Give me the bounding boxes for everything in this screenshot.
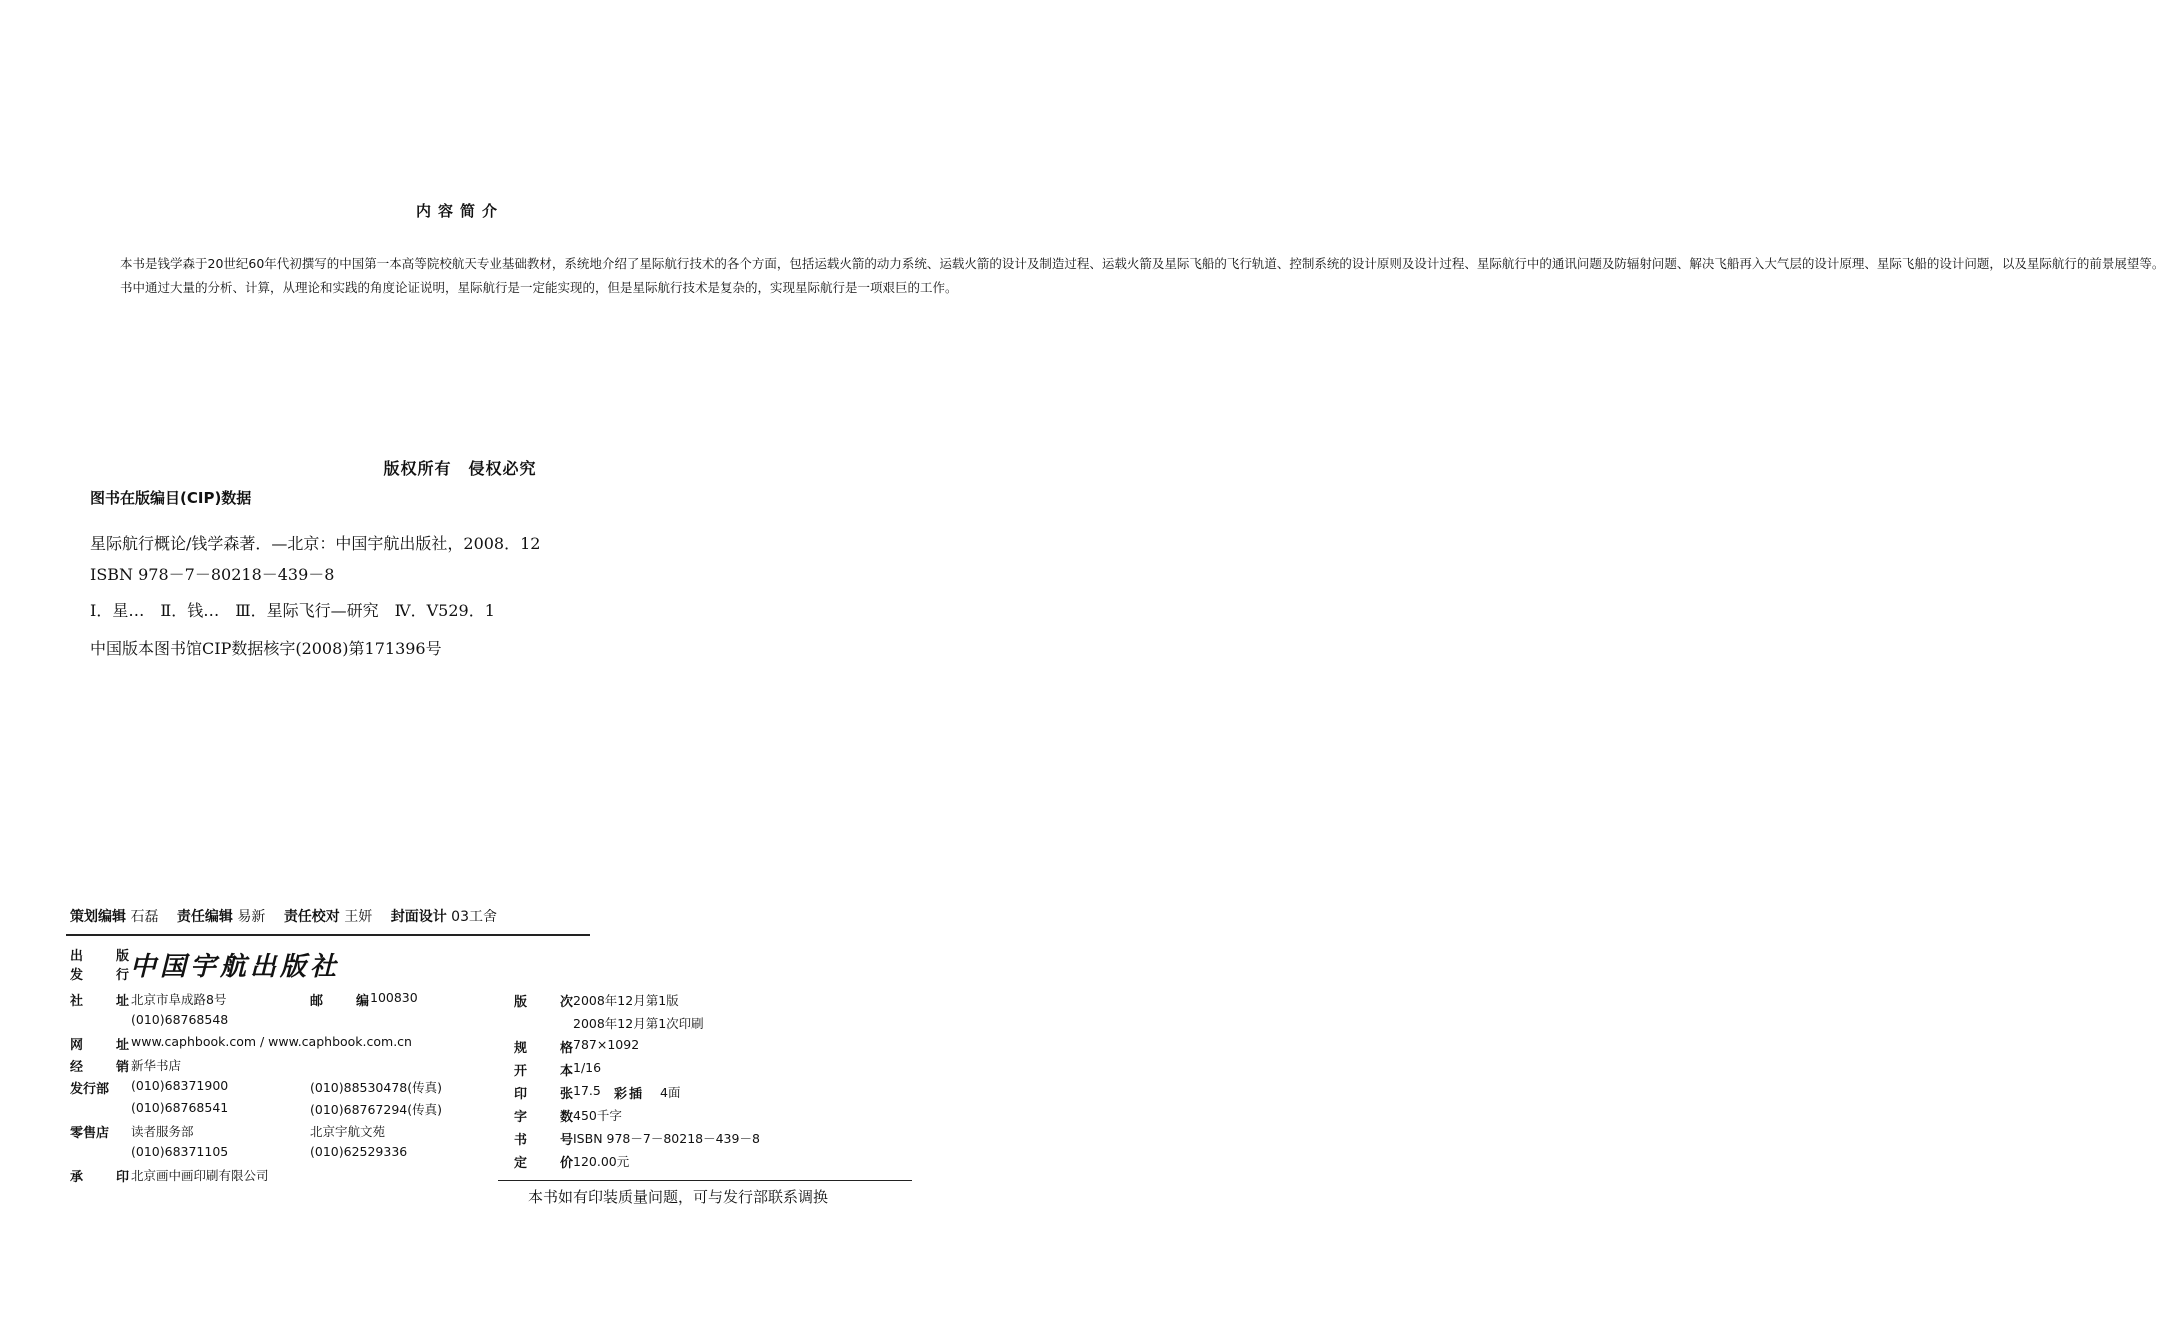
planning-editor-label: 策划编辑 — [70, 909, 126, 925]
copyright-notice: 版权所有 侵权必究 — [383, 459, 537, 478]
isbn-value: ISBN 978－7－80218－439－8 — [573, 1131, 760, 1146]
format-value: 787×1092 — [573, 1037, 640, 1052]
postcode-label: 邮 编 — [310, 994, 380, 1009]
printer-value: 北京画中画印刷有限公司 — [131, 1168, 269, 1183]
web-label: 网 址 — [70, 1038, 140, 1053]
cip-title-line: 星际航行概论/钱学森著．—北京：中国宇航出版社，2008．12 — [90, 534, 541, 553]
proofreader-label: 责任校对 — [283, 909, 340, 925]
price-value: 120.00元 — [573, 1154, 630, 1169]
sheets-label: 印 张 — [514, 1087, 584, 1102]
web-value: www.caphbook.com / www.caphbook.com.cn — [131, 1034, 412, 1049]
cip-record-line: 中国版本图书馆CIP数据核字(2008)第171396号 — [90, 639, 442, 658]
retail-phone: (010)62529336 — [310, 1144, 408, 1159]
quality-notice: 本书如有印装质量问题，可与发行部联系调换 — [528, 1188, 829, 1206]
responsible-editor-label: 责任编辑 — [176, 909, 233, 925]
sheets-value: 17.5 — [573, 1083, 601, 1098]
printer-label: 承 印 — [70, 1170, 140, 1185]
address-value: 北京市阜成路8号 — [131, 992, 227, 1007]
retail-label: 零售店 — [70, 1126, 110, 1141]
cover-design-label: 封面设计 — [390, 909, 447, 925]
isbn-label: 书 号 — [514, 1133, 584, 1148]
sales-dept-phone: (010)68768541 — [131, 1100, 229, 1115]
retail-name: 北京宇航文苑 — [310, 1124, 386, 1139]
retail-phone: (010)68371105 — [131, 1144, 229, 1159]
kai-label: 开 本 — [514, 1064, 584, 1079]
retail-name: 读者服务部 — [131, 1124, 194, 1139]
price-label: 定 价 — [514, 1156, 584, 1171]
issue-label: 发 行 — [70, 968, 140, 983]
credits-line — [70, 906, 511, 926]
cip-classification-line: Ⅰ．星… Ⅱ．钱… Ⅲ．星际飞行—研究 Ⅳ．V529．1 — [90, 601, 495, 620]
sales-dept-phone: (010)68371900 — [131, 1078, 229, 1093]
word-count-value: 450千字 — [573, 1108, 622, 1123]
address-phone: (010)68768548 — [131, 1012, 229, 1027]
notice-divider — [498, 1180, 912, 1181]
cip-isbn-line: ISBN 978－7－80218－439－8 — [90, 565, 335, 584]
proofreader-name: 王妍 — [344, 909, 373, 925]
printing-value: 2008年12月第1次印刷 — [573, 1016, 704, 1031]
cover-designer-name: 03工舍 — [451, 909, 497, 925]
sales-dept-label: 发行部 — [70, 1082, 110, 1097]
sales-dept-fax: (010)88530478(传真) — [310, 1080, 442, 1095]
planning-editor-name: 石磊 — [130, 909, 159, 925]
distributor-value: 新华书店 — [131, 1058, 182, 1073]
postcode-value: 100830 — [370, 990, 418, 1005]
summary-body — [95, 252, 2164, 300]
summary-paragraph: 本书是钱学森于20世纪60年代初撰写的中国第一本高等院校航天专业基础教材，系统地介绍了星际航行技术的各个方面，包括运载火箭的动力系统、运载火箭的设计及制造过程、运载火箭及星际飞船的飞行轨道、控制系统的设计原则及设计过程、星际航行中的通讯问题及防辐射问题、解决飞船再入大气层的设计原理、星际飞船的设计问题，以及星际航行的前景展望等。 — [120, 256, 2164, 271]
word-count-label: 字 数 — [514, 1110, 584, 1125]
summary-paragraph: 书中通过大量的分析、计算，从理论和实践的角度论证说明，星际航行是一定能实现的，但是星际航行技术是复杂的，实现星际航行是一项艰巨的工作。 — [120, 280, 958, 295]
distributor-label: 经 销 — [70, 1060, 140, 1075]
cip-heading: 图书在版编目(CIP)数据 — [90, 489, 252, 507]
edition-label: 版 次 — [514, 995, 584, 1010]
responsible-editor-name: 易新 — [237, 909, 266, 925]
publisher-logo: 中国宇航出版社 — [130, 952, 341, 982]
kai-value: 1/16 — [573, 1060, 602, 1075]
publish-label: 出 版 — [70, 949, 140, 964]
format-label: 规 格 — [514, 1041, 584, 1056]
sales-dept-fax: (010)68767294(传真) — [310, 1102, 442, 1117]
edition-value: 2008年12月第1版 — [573, 993, 679, 1008]
color-plates-label: 彩插 — [614, 1087, 645, 1102]
address-label: 社 址 — [70, 994, 140, 1009]
summary-title: 内容简介 — [415, 202, 504, 220]
credits-divider — [66, 934, 590, 936]
color-plates-value: 4面 — [660, 1085, 681, 1100]
